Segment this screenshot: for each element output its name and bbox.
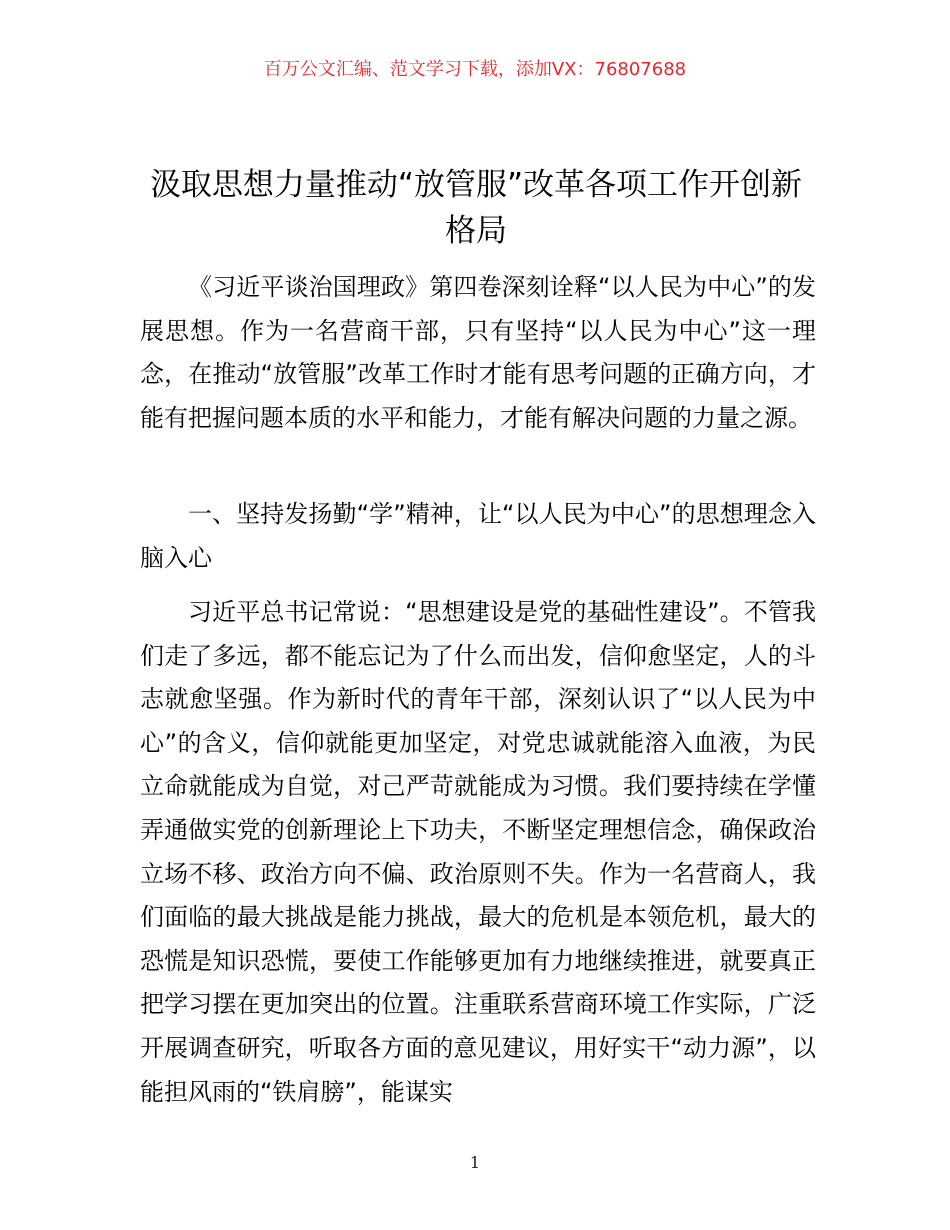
section-heading-1-text: 一、坚持发扬勤“学”精神，让“以人民为中心”的思想理念入脑入心 (140, 500, 816, 572)
intro-paragraph (140, 266, 816, 440)
header-note: 百万公文汇编、范文学习下载，添加VX：76807688 (263, 59, 687, 80)
intro-paragraph-text: 《习近平谈治国理政》第四卷深刻诠释“以人民为中心”的发展思想。作为一名营商干部，只有坚持“以人民为中心”这一理念，在推动“放管服”改革工作时才能有思考问题的正确方向，才能有把握问题本质的水平和能力，才能有解决问题的力量之源。 (140, 273, 816, 432)
section-heading-1 (140, 493, 816, 580)
document-title: 汲取思想力量推动“放管服”改革各项工作开创新格局 (149, 167, 803, 249)
section-1-body (140, 591, 816, 1114)
page-number: 1 (469, 1153, 481, 1172)
section-1-body-text: 习近平总书记常说：“思想建设是党的基础性建设”。不管我们走了多远，都不能忘记为了什么而出发，信仰愈坚定，人的斗志就愈坚强。作为新时代的青年干部，深刻认识了“以人民为中心”的含义，信仰就能更加坚定，对党忠诚就能溶入血液，为民立命就能成为自觉，对己严苛就能成为习惯。我们要持续在学懂弄通做实党的创新理论上下功夫，不断坚定理想信念，确保政治立场不移、政治方向不偏、政治原则不失。作为一名营商人，我们面临的最大挑战是能力挑战，最大的危机是本领危机，最大的恐慌是知识恐慌，要使工作能够更加有力地继续推进，就要真正把学习摆在更加突出的位置。注重联系营商环境工作实际，广泛开展调查研究，听取各方面的意见建议，用好实干“动力源”，以能担风雨的“铁肩膀”，能谋实 (140, 598, 816, 1106)
